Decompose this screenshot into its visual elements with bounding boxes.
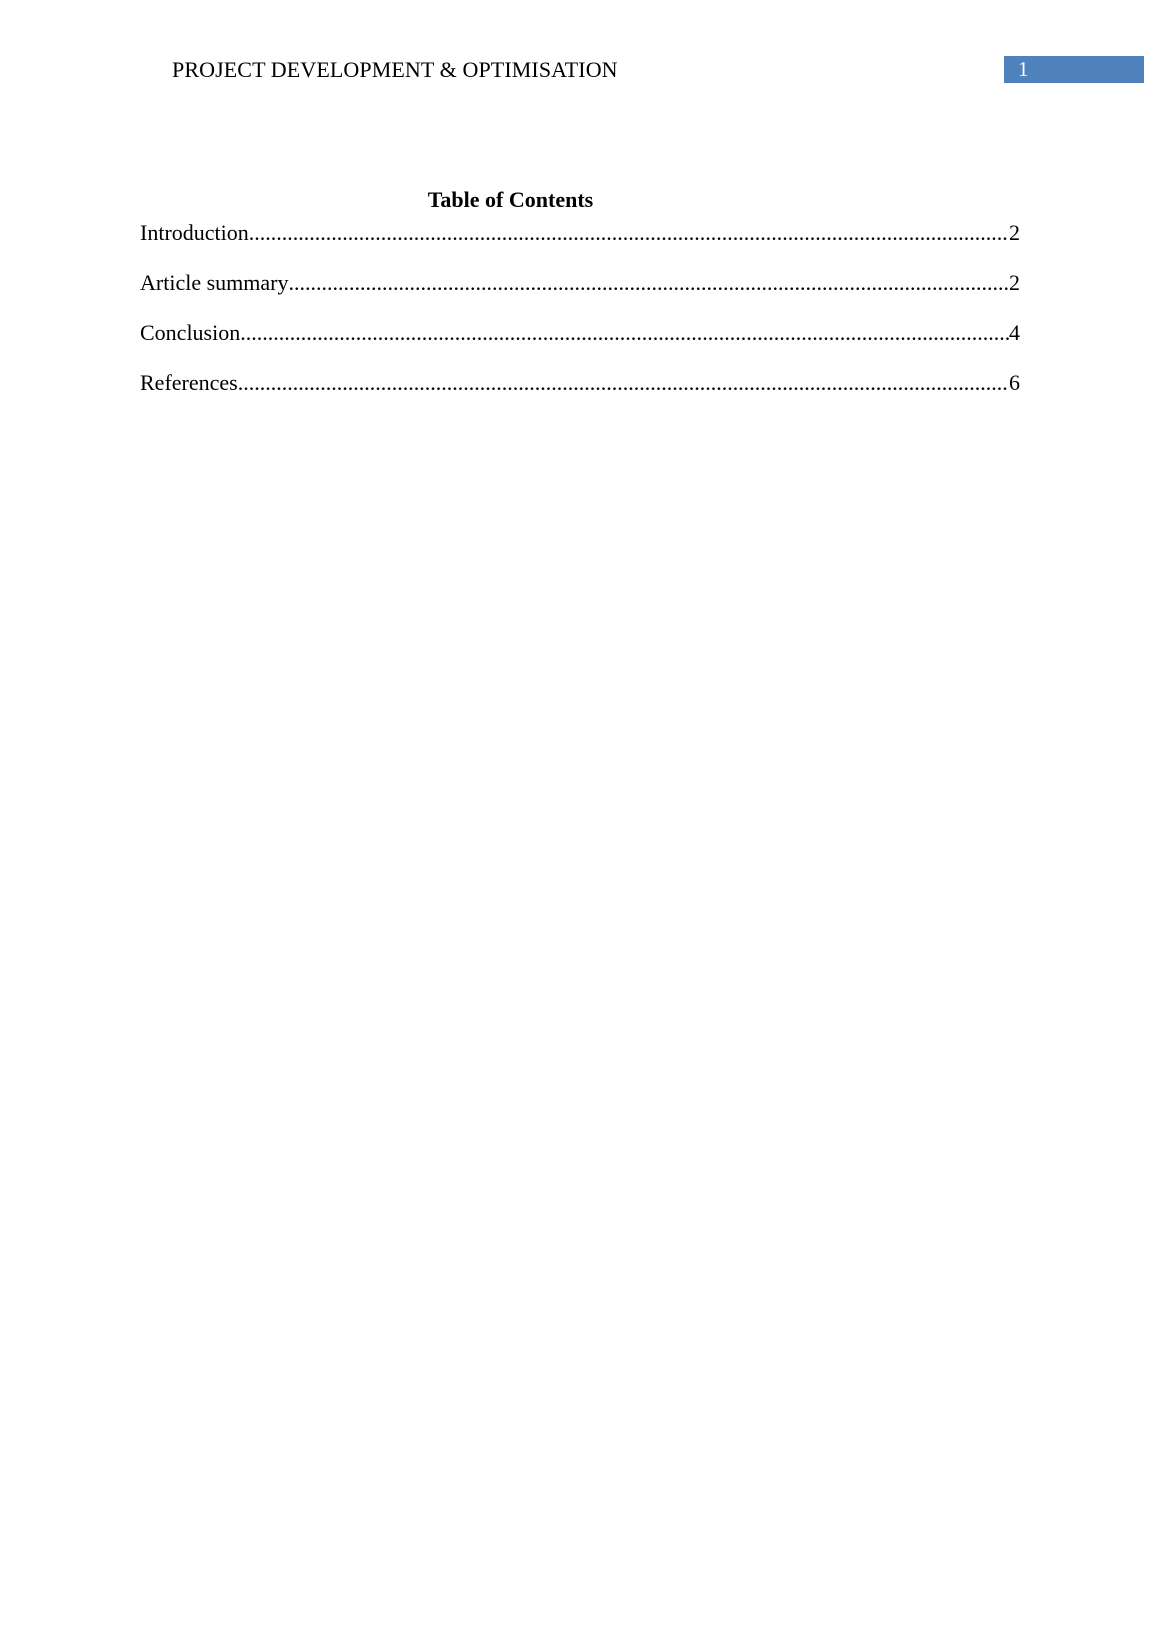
toc-dot-leader	[238, 368, 1009, 398]
toc-entry-conclusion[interactable]	[140, 318, 1020, 368]
toc-heading: Table of Contents	[427, 187, 594, 212]
running-header-title: PROJECT DEVELOPMENT & OPTIMISATION	[172, 57, 618, 82]
toc-entry-label: Article summary	[140, 270, 289, 295]
toc-entry-label: Introduction	[140, 220, 249, 245]
toc-dot-leader	[288, 268, 1009, 298]
toc-entry-page: 6	[1009, 370, 1020, 395]
toc-entry-introduction[interactable]	[140, 218, 1020, 268]
toc-entry-page: 2	[1009, 220, 1020, 245]
toc-entry-references[interactable]	[140, 368, 1020, 418]
toc-dot-leader	[240, 318, 1009, 348]
page-number: 1	[1018, 57, 1029, 81]
toc-entry-page: 4	[1009, 320, 1020, 345]
toc-dot-leader	[249, 218, 1009, 248]
page-number-badge	[1004, 56, 1144, 83]
toc-entry-label: References	[140, 370, 238, 395]
table-of-contents	[140, 218, 1020, 418]
toc-entry-page: 2	[1009, 270, 1020, 295]
toc-entry-article-summary[interactable]	[140, 268, 1020, 318]
toc-entry-label: Conclusion	[140, 320, 241, 345]
